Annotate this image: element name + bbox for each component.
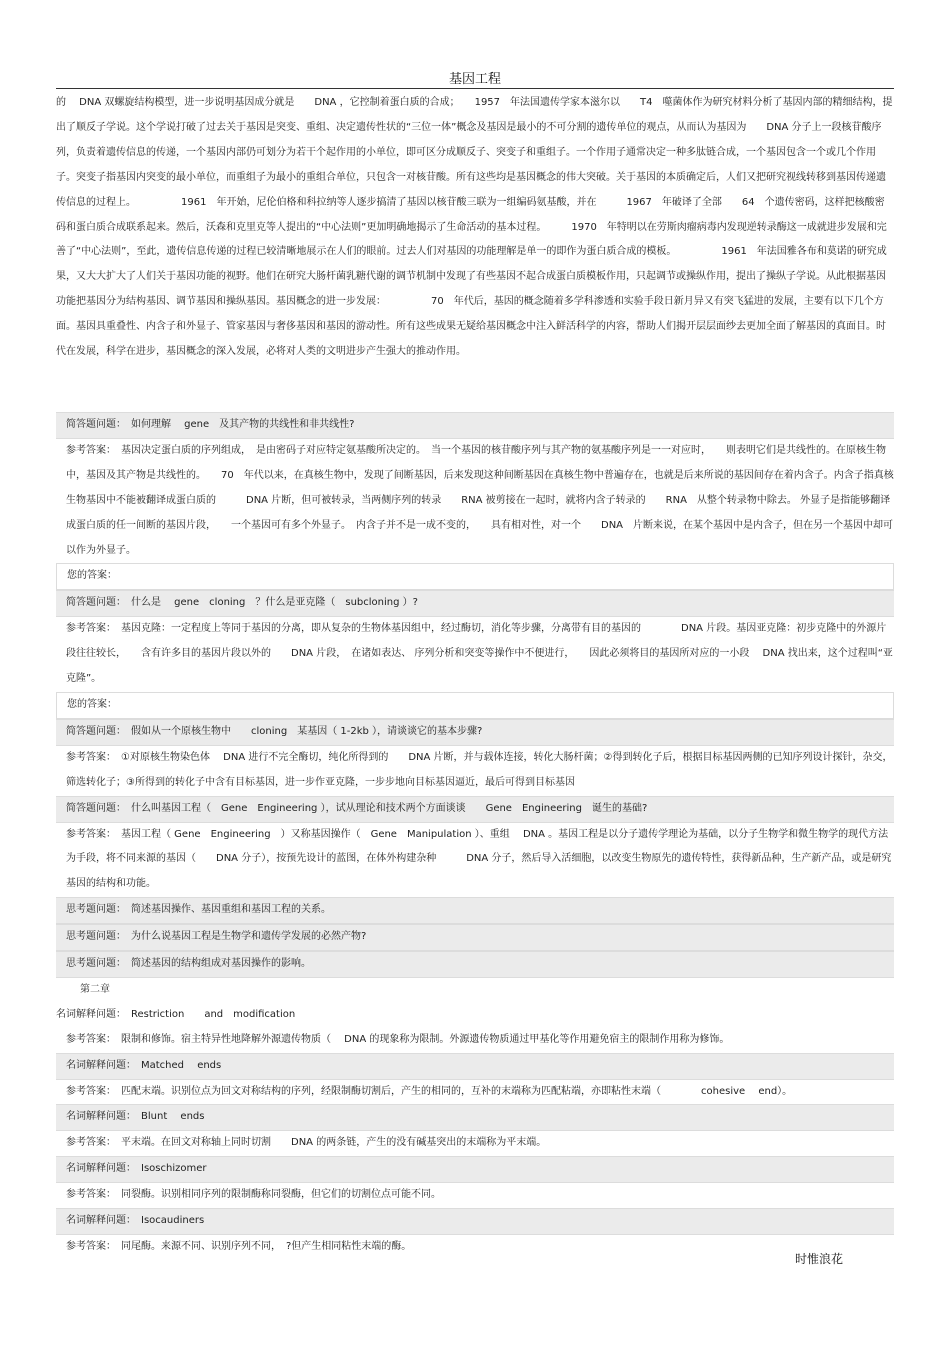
- answer-row: [56, 823, 894, 898]
- answer-row: [56, 1080, 894, 1105]
- answer-text: 参考答案： 平末端。在回文对称轴上同时切割 DNA 的两条链，产生的没有碱基突出的末端称为平末端。: [66, 1137, 547, 1149]
- your-answer-label: 您的答案：: [67, 570, 117, 582]
- thinking-question-row: [56, 951, 894, 978]
- question-row: [56, 796, 894, 823]
- chapter-title: 第二章: [80, 983, 110, 995]
- qa-list: [56, 412, 894, 1260]
- question-row: [56, 590, 894, 617]
- term-question-row: [56, 1156, 894, 1183]
- answer-text: 参考答案： 同尾酶。来源不同、识别序列不同， ?但产生相同粘性末端的酶。: [66, 1241, 412, 1252]
- term-text: 名词解释问题： Restriction and modification: [56, 1008, 296, 1020]
- answer-row: [56, 746, 894, 796]
- page-title: 基因工程: [448, 72, 501, 87]
- answer-text: 参考答案： 同裂酶。识别相同序列的限制酶称同裂酶，但它们的切割位点可能不同。: [66, 1189, 441, 1201]
- answer-text: 参考答案： 基因克隆：一定程度上等同于基因的分离，即从复杂的生物体基因组中，经过酶切，消化等步骤，分离带有目的基因的 DNA 片段。基因亚克隆：初步克隆中的外源片段往往较长， 含有许多目的基因片段以外的 DNA 片段， 在诸如表达、 序列分析和突变等操作中不便进行， 因此必须将目的基因所对应的一小段 DNA 找出来，这个过程叫“亚克隆”。: [66, 623, 893, 685]
- question-row: [56, 412, 894, 439]
- term-question-row: [56, 1104, 894, 1131]
- your-answer-label: 您的答案：: [67, 698, 117, 710]
- answer-text: 参考答案： 匹配末端。识别位点为回文对称结构的序列，经限制酶切割后，产生的相同的，互补的末端称为匹配粘端，亦即粘性末端（ cohesive end）。: [66, 1085, 793, 1097]
- answer-text: 参考答案： ①对原核生物染色体 DNA 进行不完全酶切，纯化所得到的 DNA 片断，并与载体连接，转化大肠杆菌；②得到转化子后，根据目标基因两侧的已知序列设计探针，杂交，筛选转化子；③所得到的转化子中含有目标基因，进一步作亚克隆，一步步地向目标基因逼近，最后可得到目标基因: [66, 751, 893, 788]
- term-text: 名词解释问题： Blunt ends: [66, 1111, 205, 1123]
- answer-text: 参考答案： 基因决定蛋白质的序列组成， 是由密码子对应特定氨基酸所决定的。 当一个基因的核苷酸序列与其产物的氨基酸序列是一一对应时， 则表明它们是共线性的。在原核生物中，基因及其产物是共线性的。 70 年代以来，在真核生物中，发现了间断基因，后来发现这种间断基因在真核生物中普遍存在，也就是后来所说的基因间存在着内含子。内含子指真核生物基因中不能被翻译成蛋白质的 DNA 片断，但可被转录，当两侧序列的转录 RNA 被剪接在一起时，就将内含子转录的 RNA 从整个转录物中除去。 外显子是指能够翻译成蛋白质的任一间断的基因片段， 一个基因可有多个外显子。 内含子并不是一成不变的， 具有相对性，对一个 DNA 片断来说，在某个基因中是内含子，但在另一个基因中却可以作为外显子。: [66, 444, 894, 556]
- thinking-question-row: [56, 924, 894, 951]
- intro-paragraph: 的 DNA 双螺旋结构模型，进一步说明基因成分就是 DNA ，它控制着蛋白质的合成； 1957 年法国遗传学家本滋尔以 T4 噬菌体作为研究材料分析了基因内部的精细结构，提出了顺反子学说。这个学说打破了过去关于基因是突变、重组、决定遗传性状的“三位一体”概念及基因是最小的不可分割的遗传单位的观点，从而认为基因为 DNA 分子上一段核苷酸序列，负责着遗传信息的传递，一个基因内部仍可划分为若干个起作用的小单位，即可区分成顺反子、突变子和重组子。一个作用子通常决定一种多肽链合成，一个基因包含一个或几个作用子。突变子指基因内突变的最小单位，而重组子为最小的重组合单位，只包含一对核苷酸。所有这些均是基因概念的伟大突破。关于基因的本质确定后，人们又把研究视线转移到基因传递遗传信息的过程上。 1961 年开始，尼伦伯格和科拉纳等人逐步搞清了基因以核苷酸三联为一组编码氨基酸，并在 1967 年破译了全部 64 个遗传密码，这样把核酸密码和蛋白质合成联系起来。然后，沃森和克里克等人提出的“中心法则”更加明确地揭示了生命活动的基本过程。 1970 年特明以在劳斯肉瘤病毒内发现逆转录酶这一成就进步发展和完善了“中心法则”，至此，遗传信息传递的过程已较清晰地展示在人们的眼前。过去人们对基因的功能理解是单一的即作为蛋白质合成的模板。 1961 年法国雅各布和莫诺的研究成果，又大大扩大了人们关于基因功能的视野。他们在研究大肠杆菌乳糖代谢的调节机制中发现了有些基因不起合成蛋白质模板作用，只起调节或操纵作用，提出了操纵子学说。从此根据基因功能把基因分为结构基因、调节基因和操纵基因。基因概念的进一步发展： 70 年代后，基因的概念随着多学科渗透和实验手段日新月异又有突飞猛进的发展，主要有以下几个方面。基因具重叠性、内含子和外显子、管家基因与奢侈基因和基因的游动性。所有这些成果无疑给基因概念中注入鲜活科学的内容，帮助人们揭开层层面纱去更加全面了解基因的真面目。时代在发展，科学在进步，基因概念的深入发展，必将对人类的文明进步产生强大的推动作用。: [56, 97, 893, 358]
- your-answer-field[interactable]: [56, 563, 894, 590]
- chapter-heading: [56, 978, 894, 1003]
- term-text: 名词解释问题： Matched ends: [66, 1059, 222, 1071]
- header-rule: [56, 88, 894, 89]
- term-text: 名词解释问题： Isoschizomer: [66, 1163, 207, 1175]
- answer-text: 参考答案： 基因工程（ Gene Engineering ）又称基因操作（ Gene Manipulation ）、重组 DNA 。基因工程是以分子遗传学理论为基础，以分子生物学和微生物学的现代方法为手段，将不同来源的基因（ DNA 分子），按预先设计的蓝图，在体外构建杂种 DNA 分子，然后导入活细胞，以改变生物原先的遗传特性，获得新品种，生产新产品，或是研究基因的结构和功能。: [66, 828, 892, 890]
- answer-row: [56, 1131, 894, 1156]
- question-text: 思考题问题： 为什么说基因工程是生物学和遗传学发展的必然产物?: [66, 931, 367, 943]
- term-question-row: [56, 1053, 894, 1080]
- answer-row: [56, 439, 894, 564]
- answer-text: 参考答案： 限制和修饰。宿主特异性地降解外源遗传物质（ DNA 的现象称为限制。外源遗传物质通过甲基化等作用避免宿主的限制作用称为修饰。: [66, 1033, 730, 1045]
- answer-row: [56, 1183, 894, 1208]
- answer-row: [56, 1028, 894, 1053]
- question-row: [56, 719, 894, 746]
- intro-text: [56, 91, 894, 365]
- question-text: 思考题问题： 简述基因操作、基因重组和基因工程的关系。: [66, 904, 331, 916]
- answer-row: [56, 1235, 894, 1260]
- question-text: 简答题问题： 假如从一个原核生物中 cloning 某基因（ 1-2kb ），请谈谈它的基本步骤?: [66, 725, 483, 737]
- term-text: 名词解释问题： Isocaudiners: [66, 1215, 205, 1227]
- term-question-row: [56, 1003, 894, 1028]
- question-text: 简答题问题： 如何理解 gene 及其产物的共线性和非共线性?: [66, 419, 355, 430]
- question-text: 简答题问题： 什么叫基因工程（ Gene Engineering ），试从理论和技术两个方面谈谈 Gene Engineering 诞生的基础?: [66, 802, 648, 814]
- thinking-question-row: [56, 897, 894, 924]
- footer-text: 时惟浪花: [795, 1252, 844, 1266]
- term-question-row: [56, 1208, 894, 1235]
- your-answer-field[interactable]: [56, 692, 894, 719]
- answer-row: [56, 617, 894, 692]
- question-text: 思考题问题： 简述基因的结构组成对基因操作的影响。: [66, 958, 311, 970]
- question-text: 简答题问题： 什么是 gene cloning ？什么是亚克隆（ subcloning ）?: [66, 597, 418, 609]
